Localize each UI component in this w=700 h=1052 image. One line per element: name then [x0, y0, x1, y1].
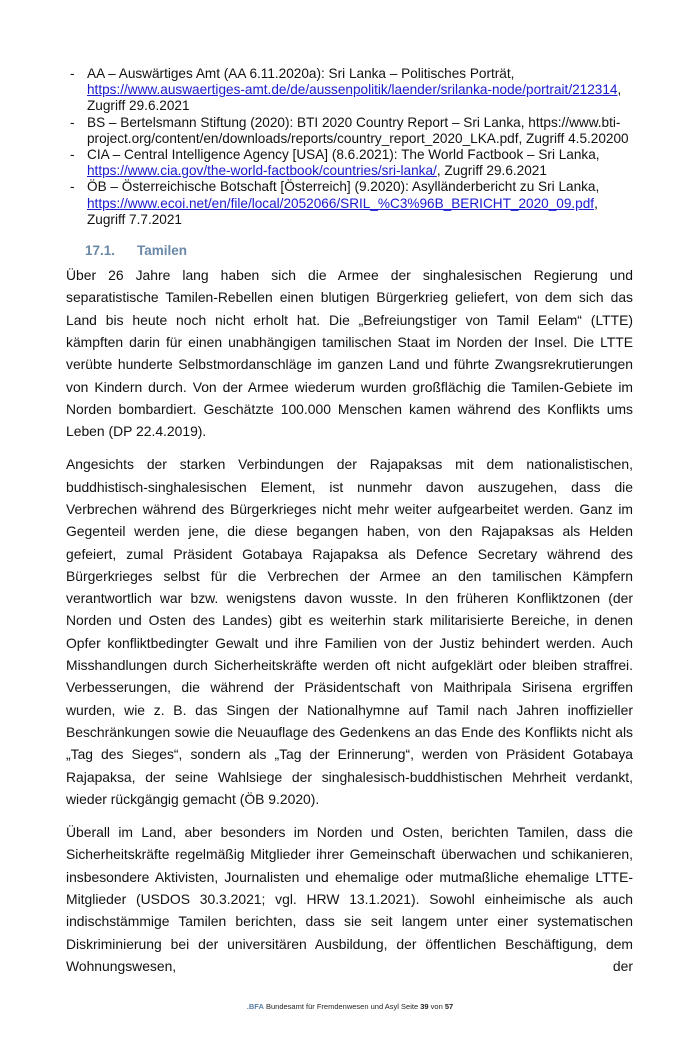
- reference-link[interactable]: https://www.auswaertiges-amt.de/de/aussenpolitik/laender/srilanka-node/portrait/212314: [87, 82, 618, 98]
- page-total: 57: [444, 1002, 454, 1012]
- reference-link[interactable]: https://www.cia.gov/the-world-factbook/countries/sri-lanka/: [87, 163, 437, 179]
- section-heading: 17.1. Tamilen: [85, 243, 188, 259]
- reference-link[interactable]: https://www.ecoi.net/en/file/local/2052066/SRIL_%C3%96B_BERICHT_2020_09.pdf: [87, 195, 595, 211]
- reference-item: - CIA – Central Intelligence Agency [USA] (8.6.2021): The World Factbook – Sri Lanka, https://www.cia.gov/the-world-factbook/countries/sri-lanka/, Zugriff 29.6.2021: [70, 147, 600, 179]
- reference-item: - BS – Bertelsmann Stiftung (2020): BTI 2020 Country Report – Sri Lanka, https://www.bti-project.org/content/en/downloads/reports/country_report_2020_LKA.pdf, Zugriff 4.5.20200: [70, 114, 629, 146]
- page-footer: .BFA Bundesamt für Fremdenwesen und Asyl Seite 39 von 57: [246, 1002, 454, 1012]
- paragraph: Überall im Land, aber besonders im Norden und Osten, berichten Tamilen, dass die Sicherheitskräfte regelmäßig Mitglieder ihrer Gemeinschaft überwachen und schikanieren, insbesondere Aktivisten, Journalisten und ehemalige oder mutmaßliche ehemalige LTTE-Mitglieder (USDOS 30.3.2021; vgl. HRW 13.1.2021). Sowohl einheimische als auch indischstämmige Tamilen berichten, dass sie seit langem unter einer systematischen Diskriminierung bei der universitären Ausbildung, der öffentlichen Beschäftigung, dem Wohnungswesen, der: [66, 824, 633, 974]
- paragraph: Angesichts der starken Verbindungen der Rajapaksas mit dem nationalistischen, buddhistisch-singhalesischen Element, ist nunmehr davon auszugehen, dass die Verbrechen während des Bürgerkrieges nicht mehr weiter aufgearbeitet werden. Ganz im Gegenteil werden jene, die diese begangen haben, von den Rajapaksas als Helden gefeiert, zumal Präsident Gotabaya Rajapaksa als Defence Secretary während des Bürgerkrieges selbst für die Verbrechen der Armee an den tamilischen Kämpfern verantwortlich war bzw. wenigstens davon wusste. In den früheren Konfliktzonen (der Norden und Osten des Landes) gibt es weiterhin stark militarisierte Bereiche, in denen Opfer konfliktbedingter Gewalt und ihre Familien von der Justiz behindert werden. Auch Misshandlungen durch Sicherheitskräfte werden oft nicht aufgeklärt oder bleiben straffrei. Verbesserungen, die während der Präsidentschaft von Maithripala Sirisena ergriffen wurden, wie z. B. das Singen der Nationalhymne auf Tamil nach Jahren inoffizieller Beschränkungen sowie die Neuauflage des Gedenkens an das Ende des Konflikts nicht als „Tag des Sieges“, sondern als „Tag der Erinnerung“, werden von Präsident Gotabaya Rajapaksa, der seine Wahlsiege der singhalesisch-buddhistischen Mehrheit verdankt, wieder rückgängig gemacht (ÖB 9.2020).: [66, 456, 633, 807]
- bfa-logo: .BFA: [246, 1002, 264, 1012]
- body-text: [66, 264, 633, 988]
- paragraph: Über 26 Jahre lang haben sich die Armee der singhalesischen Regierung und separatistische Tamilen-Rebellen einen blutigen Bürgerkrieg geliefert, von dem sich das Land bis heute noch nicht erholt hat. Die „Befreiungstiger von Tamil Eelam“ (LTTE) kämpften darin für einen unabhängigen tamilischen Staat im Norden der Insel. Die LTTE verübte hunderte Selbstmordanschläge im ganzen Land und führte Zwangsrekrutierungen von Kindern durch. Von der Armee wiederum wurden großflächig die Tamilen-Gebiete im Norden bombardiert. Geschätzte 100.000 Menschen kamen während des Konflikts ums Leben (DP 22.4.2019).: [66, 267, 633, 440]
- page-number: 39: [420, 1002, 429, 1012]
- reference-item: - AA – Auswärtiges Amt (AA 6.11.2020a): Sri Lanka – Politisches Porträt, https://www.auswaertiges-amt.de/de/aussenpolitik/laender/srilanka-node/portrait/212314, Zugriff 29.6.2021: [70, 66, 622, 114]
- reference-list: [70, 66, 630, 228]
- reference-item: - ÖB – Österreichische Botschaft [Österreich] (9.2020): Asylländerbericht zu Sri Lanka, https://www.ecoi.net/en/file/local/2052066/SRIL_%C3%96B_BERICHT_2020_09.pdf, Zugriff 7.7.2021: [70, 179, 600, 227]
